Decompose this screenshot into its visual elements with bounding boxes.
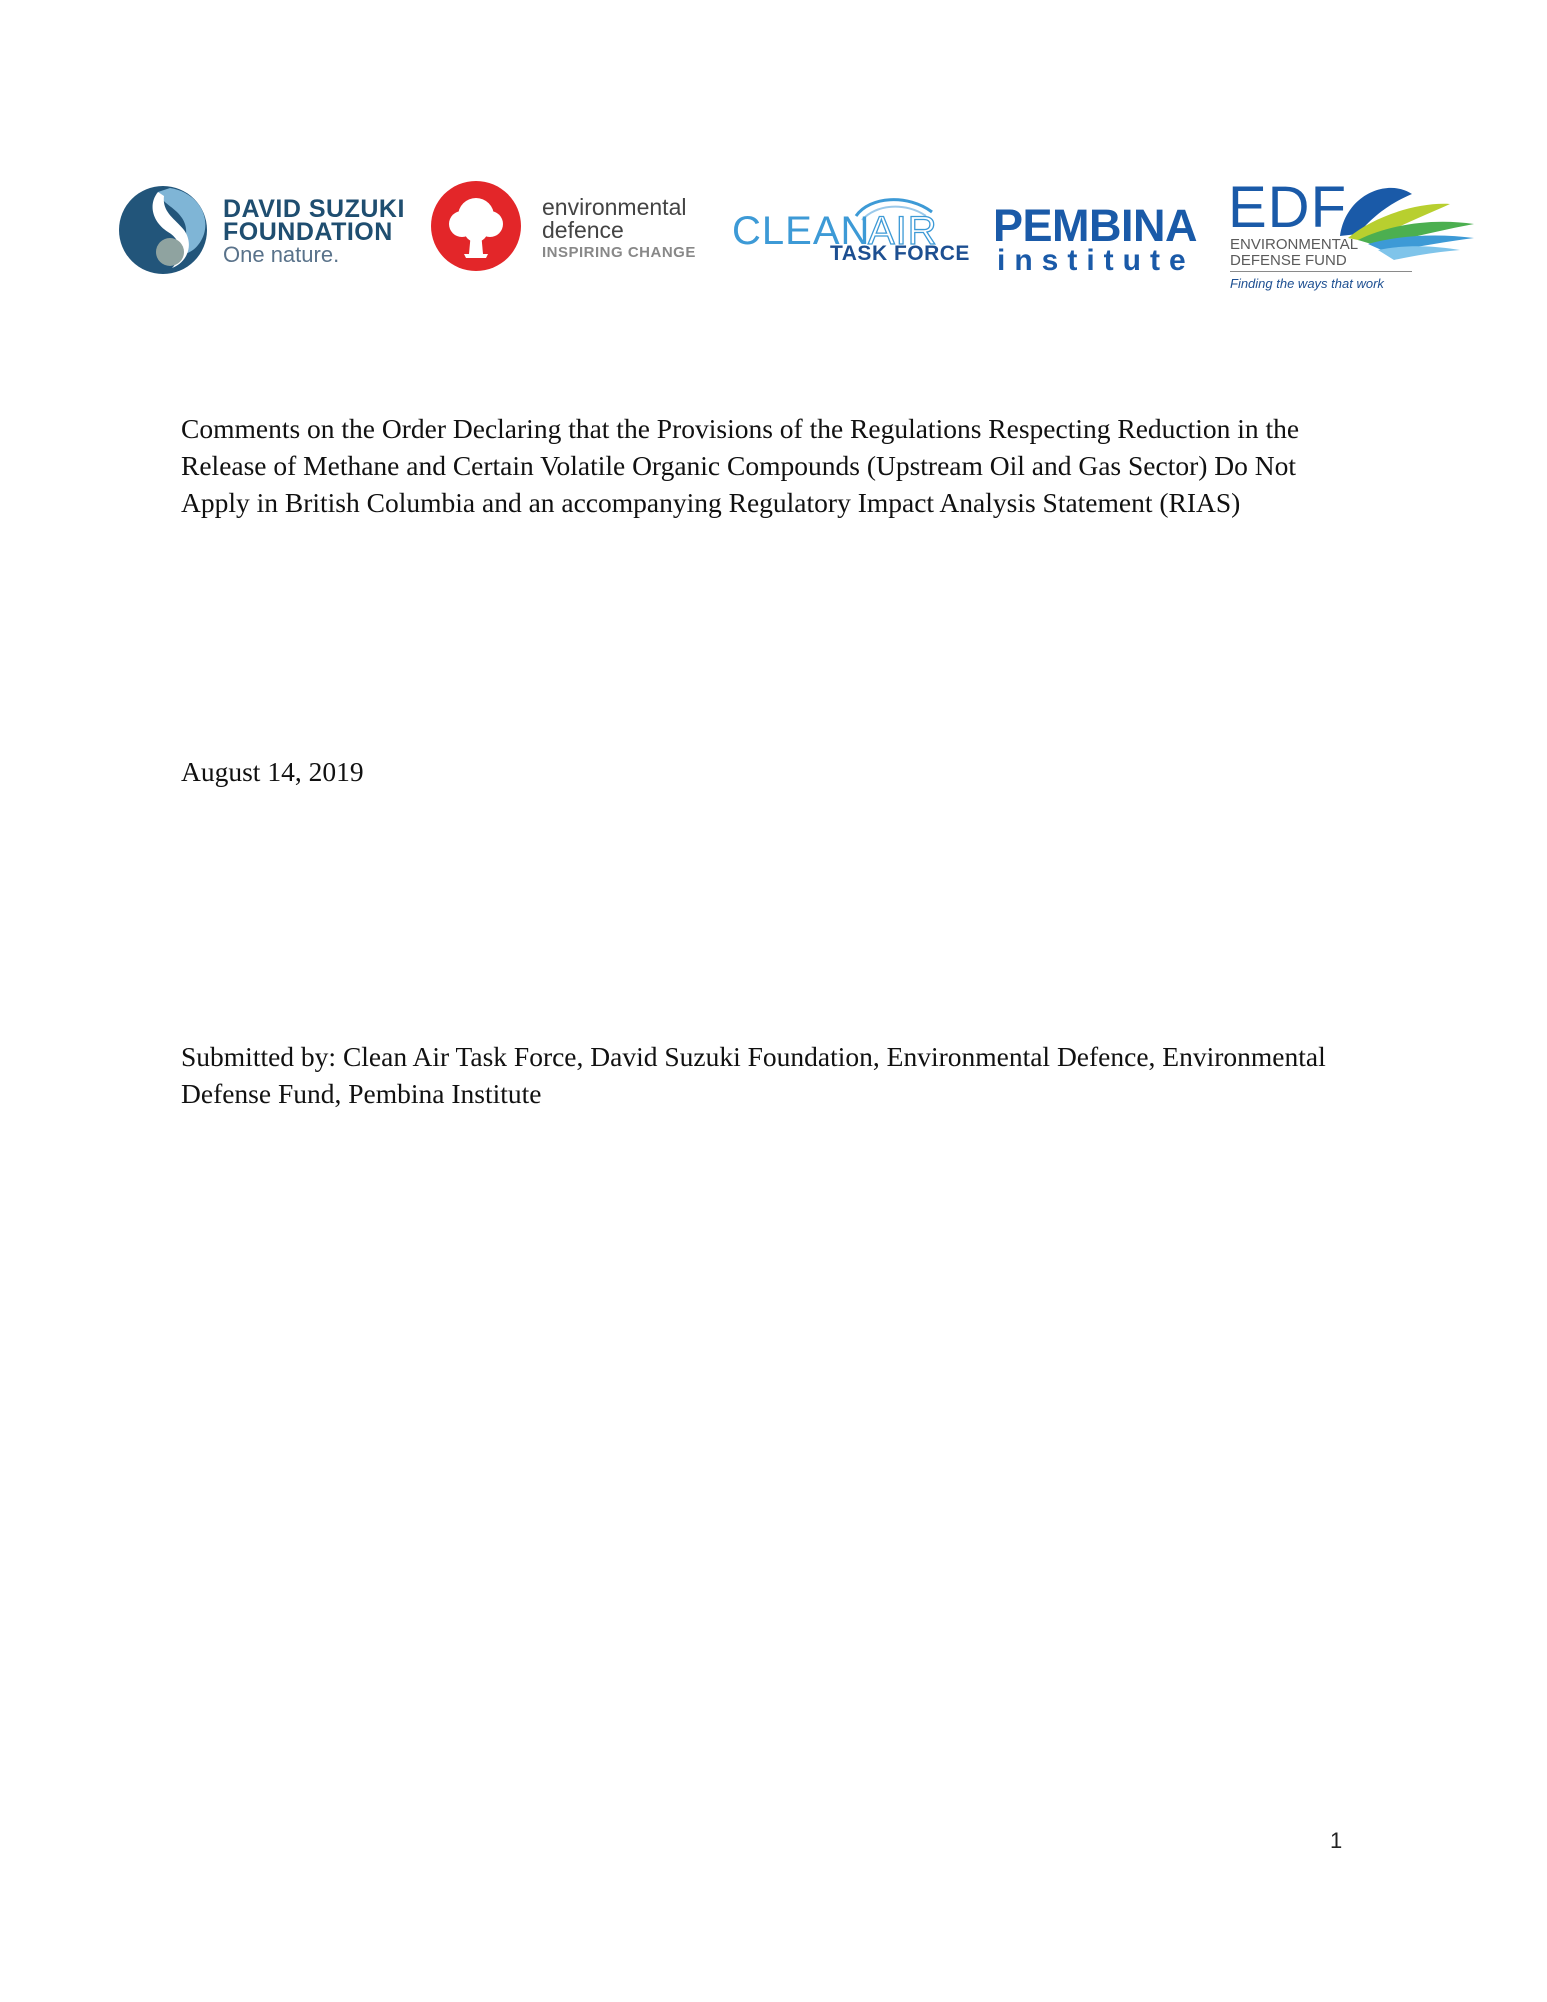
document-title: Comments on the Order Declaring that the Provisions of the Regulations Respecting Reduction in the Release of Methane and Certain Volatile Organic Compounds (Upstream Oil and Gas Sector) Do Not Apply in British Columbia and an accompanying Regulatory Impact Analysis Statement (RIAS) xyxy=(181,413,1300,518)
edf-tagline: Finding the ways that work xyxy=(1230,276,1384,291)
edf-acronym: EDF xyxy=(1228,175,1347,240)
edf-divider xyxy=(1230,271,1412,272)
submitted-by: Submitted by: Clean Air Task Force, David Suzuki Foundation, Environmental Defence, Environmental Defense Fund, Pembina Institute xyxy=(181,1041,1326,1109)
pembina-institute-logo xyxy=(993,200,1208,280)
document-date: August 14, 2019 xyxy=(181,756,364,787)
edf-logo xyxy=(1228,175,1488,300)
clean-air-sub: TASK FORCE xyxy=(830,242,970,265)
clean-air-word1: CLEAN xyxy=(732,209,871,250)
edf-name-line1: ENVIRONMENTAL xyxy=(1230,236,1359,253)
david-suzuki-foundation-logo xyxy=(118,182,405,282)
pembina-name: PEMBINA xyxy=(993,200,1198,251)
dsf-name-line2: FOUNDATION xyxy=(223,218,393,246)
tree-icon xyxy=(430,180,522,272)
ed-name-line2: defence xyxy=(542,217,624,243)
clean-air-word2: AIR xyxy=(868,209,938,250)
dsf-swirl-icon xyxy=(118,182,218,282)
ed-tagline: INSPIRING CHANGE xyxy=(542,244,696,261)
ed-name-line1: environmental xyxy=(542,194,687,220)
environmental-defence-logo xyxy=(430,180,700,280)
clean-air-task-force-logo xyxy=(730,190,975,280)
dsf-name-line1: DAVID SUZUKI xyxy=(223,195,405,223)
pembina-institute-word: institute xyxy=(997,244,1195,277)
dsf-tagline: One nature. xyxy=(223,242,340,267)
page-number: 1 xyxy=(1330,1828,1343,1853)
edf-name-line2: DEFENSE FUND xyxy=(1230,252,1347,269)
